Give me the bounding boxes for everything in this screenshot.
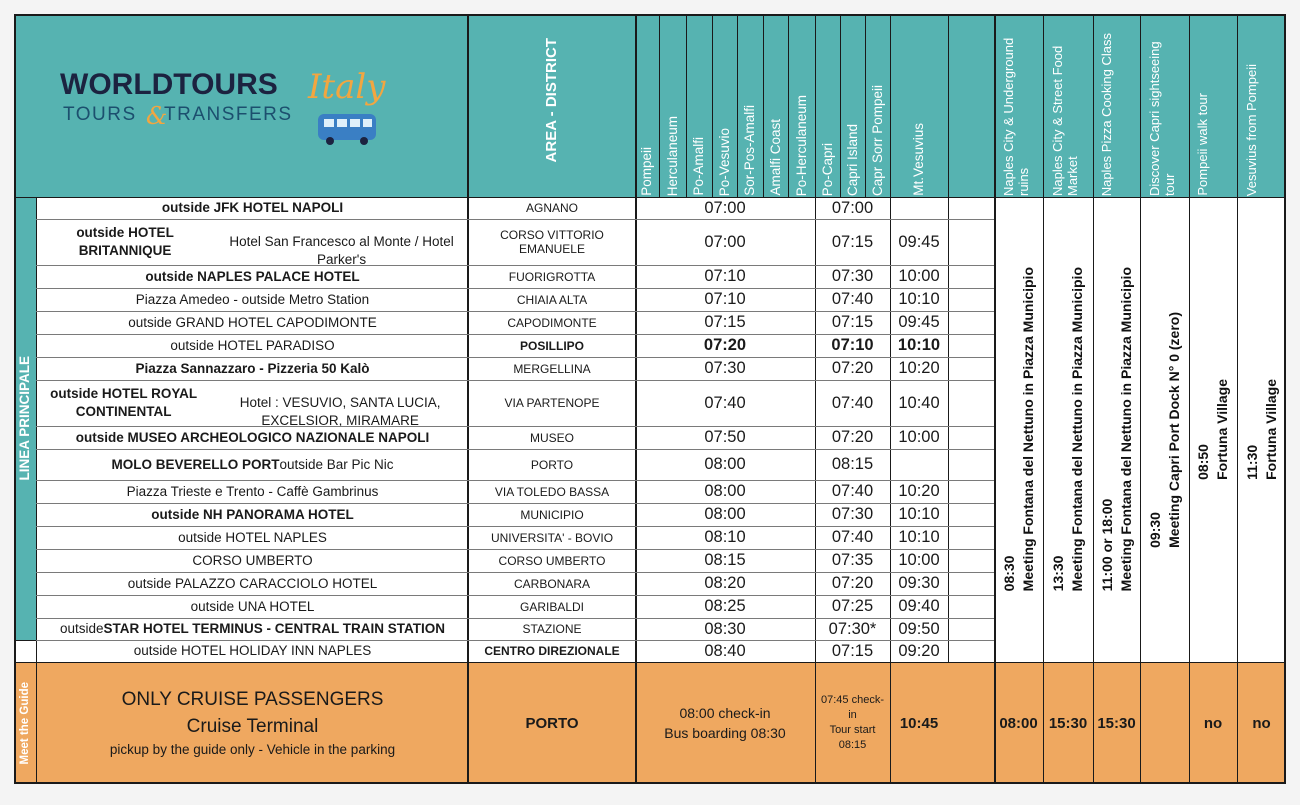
capri-time: 07:30 [831,267,874,285]
hotel-name-part: outside HOTEL NAPLES [178,529,327,545]
hotel-name-part: Piazza Trieste e Trento - Caffè Gambrinus [126,483,379,499]
pompeii-time: 07:00 [704,198,746,217]
capri-time: 07:25 [831,597,874,615]
pompeii-time: 08:00 [704,505,746,523]
hotel-name-part: Piazza Sannazzaro - Pizzeria 50 Kalò [135,360,370,376]
table-frame [14,14,1286,784]
logo-italy: Italy [308,67,386,107]
area-district: VIA PARTENOPE [504,396,600,410]
vesuvius-time: 09:30 [898,574,940,592]
meeting-time: 11:30 [1243,444,1260,480]
cruise-area: PORTO [525,714,579,732]
hotel-name-part: Piazza Amedeo - outside Metro Station [135,291,370,307]
meeting-time: 08:30 [1000,555,1017,592]
pompeii-time: 08:15 [704,551,746,569]
area-district: CAPODIMONTE [507,315,597,330]
area-district: CARBONARA [513,576,590,591]
area-district: AGNANO [525,201,578,215]
capri-time: 07:40 [831,393,874,412]
meeting-place: Meeting Fontana del Nettuno in Piazza Municipio [1019,267,1036,592]
meeting-time: 13:30 [1050,555,1066,592]
linea-principale-label: LINEA PRINCIPALE [17,356,32,481]
pompeii-time: 08:00 [704,455,746,473]
meeting-time: 08:50 [1195,444,1211,480]
meeting-column-header-text: Naples Pizza Cooking Class [1098,32,1114,196]
capri-time: 07:40 [831,528,874,546]
capri-time: 08:15 [831,455,874,473]
capri-time: 07:30 [831,505,874,523]
pompeii-time: 08:00 [704,482,746,500]
area-district: VIA TOLEDO BASSA [494,484,610,499]
meeting-column-header-text: Vesuvius from Pompeii [1243,63,1259,196]
pompeii-time: 08:40 [704,641,746,660]
capri-time: 07:20 [831,428,874,446]
area-district: GARIBALDI [519,599,585,614]
tour-column-header-text: Capri Island [844,123,860,196]
pompeii-time: 07:20 [703,336,747,354]
hotel-name-part: outside Bar Pic Nic [279,456,394,472]
vesuvius-time: 10:40 [898,393,940,412]
hotel-name-part: outside HOTEL HOLIDAY INN NAPLES [133,643,372,658]
hotel-name-part: CORSO UMBERTO [192,552,313,568]
vesuvius-time: 10:10 [897,336,941,354]
capri-time: 07:40 [831,482,874,500]
area-district: UNIVERSITA' - BOVIO [490,530,614,545]
meeting-column-header-text: Naples City & Street Food Market [1050,45,1080,196]
tour-column-header-text: Po-Capri [819,142,835,196]
capri-time: 07:20 [831,574,874,592]
pompeii-time: 07:10 [704,267,746,285]
cruise-meeting-value: no [1252,714,1271,732]
tour-column-header-text: Herculaneum [664,115,680,196]
cruise-capri-checkin: 07:45 check- in Tour start 08:15 [821,694,884,751]
area-district: FUORIGROTTA [508,269,596,284]
vesuvius-time: 09:50 [898,619,940,638]
meeting-place: Meeting Capri Port Dock N° 0 (zero) [1165,311,1182,548]
pompeii-time: 07:10 [704,290,746,308]
meeting-place: Fortuna Village [1262,379,1279,480]
cruise-vesuvius: 10:45 [899,714,939,732]
capri-time: 07:20 [831,359,874,377]
capri-time: 07:15 [831,641,874,660]
logo-ampersand: & [146,102,168,130]
vesuvius-time: 10:00 [898,428,940,446]
vesuvius-time: 09:40 [898,597,940,615]
cruise-meeting-value: no [1203,714,1223,732]
pompeii-time: 07:30 [704,359,746,377]
area-district: CHIAIA ALTA [516,292,588,307]
hotel-name-part: outside HOTEL PARADISO [170,337,335,353]
pompeii-time: 07:15 [704,313,746,331]
vesuvius-time: 10:20 [898,482,940,500]
area-district-header: AREA - DISTRICT [543,37,560,163]
cruise-meeting-value: 15:30 [1097,714,1136,732]
area-district: CENTRO DIREZIONALE [484,644,620,658]
logo-transfers: TRANSFERS [164,104,293,125]
capri-time: 07:40 [831,290,874,308]
area-district: CORSO UMBERTO [498,553,606,568]
vesuvius-time: 09:45 [898,313,940,331]
hotel-name-part: outside MUSEO ARCHEOLOGICO NAZIONALE NAPOLI [75,429,430,445]
meeting-column-header-text: Naples City & Underground ruins [1000,37,1031,196]
hotel-name-part: STAR HOTEL TERMINUS - CENTRAL TRAIN STATION [103,621,446,636]
area-district: MUSEO [529,430,574,445]
hotel-name-part: outside GRAND HOTEL CAPODIMONTE [128,314,377,330]
capri-time: 07:00 [831,198,874,217]
cruise-note: pickup by the guide only - Vehicle in the parking [109,742,396,757]
hotel-name-part: outside NAPLES PALACE HOTEL [145,268,360,284]
meeting-place: Meeting Fontana del Nettuno in Piazza Municipio [1069,267,1085,592]
area-district: MERGELLINA [513,361,591,376]
meeting-time: 11:00 or 18:00 [1098,499,1115,592]
meeting-column-header-text: Pompeii walk tour [1195,93,1210,196]
area-district: MUNICIPIO [520,507,584,522]
pompeii-time: 08:30 [704,619,746,638]
capri-time: 07:10 [831,336,874,354]
logo-tours: TOURS [63,104,137,125]
tour-column-header-text: Po-Herculaneum [793,94,809,196]
pompeii-time: 08:10 [704,528,746,546]
meeting-time: 09:30 [1146,511,1163,548]
vesuvius-time: 10:20 [898,359,940,377]
hotel-name-part: Hotel : VESUVIO, SANTA LUCIA, EXCELSIOR, MIRAMARE [239,395,441,428]
hotel-name-part: outside HOTEL BRITANNIQUE [76,225,174,258]
tour-column-header-text: Amalfi Coast [767,119,783,196]
hotel-name-part: outside UNA HOTEL [190,598,315,614]
vesuvius-time: 10:00 [898,267,940,285]
tour-column-header-text: Capr Sorr Pompeii [869,84,885,196]
tour-column-header-text: Pompeii [639,147,654,196]
pompeii-time: 07:00 [704,232,746,251]
hotel-name-part: Hotel San Francesco al Monte / Hotel Parker's [229,234,454,267]
tour-column-header-text: Po-Amalfi [691,137,706,196]
tour-column-header-text: Sor-Pos-Amalfi [742,105,757,196]
vesuvius-time: 10:10 [898,528,940,546]
cruise-checkin: 08:00 check-in Bus boarding 08:30 [664,705,786,741]
vesuvius-time: 10:10 [898,505,940,523]
pompeii-time: 08:25 [704,597,746,615]
cruise-title: ONLY CRUISE PASSENGERS [121,689,384,710]
area-district: STAZIONE [522,622,582,636]
meeting-column-header-text: Discover Capri sightseeing tour [1146,41,1177,196]
tour-column-header-text: Po-Vesuvio [716,127,732,196]
hotel-name-part: outside HOTEL ROYAL CONTINENTAL [50,386,198,419]
vesuvius-time: 09:20 [898,641,940,660]
hotel-name-part: MOLO BEVERELLO PORT [111,456,280,472]
area-district: CORSO VITTORIO EMANUELE [500,228,604,256]
pompeii-time: 07:50 [704,428,746,446]
capri-time: 07:15 [831,232,874,251]
area-district: POSILLIPO [519,338,584,353]
hotel-name-part: outside [59,621,104,636]
pompeii-time: 08:20 [704,574,746,592]
cruise-meeting-value: 08:00 [999,714,1038,732]
meet-guide-label: Meet the Guide [19,681,31,765]
hotel-name-part: outside NH PANORAMA HOTEL [151,506,354,522]
capri-time: 07:30* [828,619,877,638]
pompeii-time: 07:40 [704,393,746,412]
capri-time: 07:35 [831,551,874,569]
meeting-place: Meeting Fontana del Nettuno in Piazza Municipio [1117,267,1134,592]
hotel-name-part: outside JFK HOTEL NAPOLI [161,200,344,215]
tour-column-header-text: Mt.Vesuvius [911,123,926,196]
cruise-meeting-value: 15:30 [1048,714,1088,732]
vesuvius-time: 10:10 [898,290,940,308]
cruise-subtitle: Cruise Terminal [186,716,319,737]
vesuvius-time: 09:45 [898,232,940,251]
logo-worldtours: WORLDTOURS [60,68,278,101]
vesuvius-time: 10:00 [898,551,940,569]
hotel-name-part: outside PALAZZO CARACCIOLO HOTEL [127,575,378,591]
area-district: PORTO [530,457,574,472]
capri-time: 07:15 [831,313,874,331]
meeting-place: Fortuna Village [1214,379,1230,480]
